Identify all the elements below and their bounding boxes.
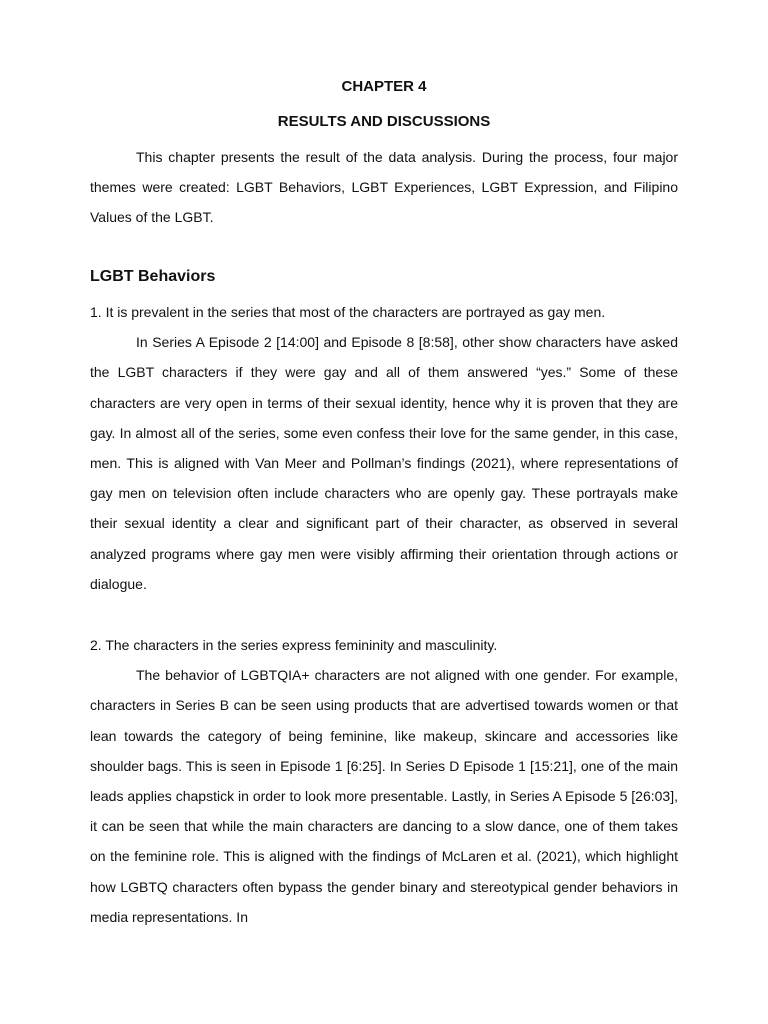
finding-2 — [90, 630, 678, 932]
finding-1-statement: 1. It is prevalent in the series that most of the characters are portrayed as gay men. — [90, 304, 606, 320]
chapter-label: CHAPTER 4 — [341, 78, 427, 95]
chapter-title: RESULTS AND DISCUSSIONS — [277, 113, 491, 130]
section-heading: LGBT Behaviors — [90, 268, 216, 285]
finding-1 — [90, 297, 678, 599]
intro-paragraph: This chapter presents the result of the data analysis. During the process, four major themes were created: LGBT Behaviors, LGBT Experiences, LGBT Expression, and Filipino Values of the LGBT. — [90, 149, 678, 226]
finding-2-statement: 2. The characters in the series express femininity and masculinity. — [90, 637, 498, 653]
intro-section — [90, 142, 678, 233]
finding-1-discussion: In Series A Episode 2 [14:00] and Episode 8 [8:58], other show characters have asked the LGBT characters if they were gay and all of them answered “yes.” Some of these characters are very open in terms of their sexual identity, hence why it is proven that they are gay. In almost all of the series, some even confess their love for the same gender, in this case, men. This is aligned with Van Meer and Pollman’s findings (2021), where representations of gay men on television often include characters who are openly gay. These portrayals make their sexual identity a clear and significant part of their character, as observed in several analyzed programs where gay men were visibly affirming their orientation through actions or dialogue. — [90, 334, 678, 592]
finding-2-discussion: The behavior of LGBTQIA+ characters are not aligned with one gender. For example, characters in Series B can be seen using products that are advertised towards women or that lean towards the category of being feminine, like makeup, skincare and accessories like shoulder bags. This is seen in Episode 1 [6:25]. In Series D Episode 1 [15:21], one of the main leads applies chapstick in order to look more presentable. Lastly, in Series A Episode 5 [26:03], it can be seen that while the main characters are dancing to a slow dance, one of them takes on the feminine role. This is aligned with the findings of McLaren et al. (2021), which highlight how LGBTQ characters often bypass the gender binary and stereotypical gender behaviors in media representations. In — [90, 667, 678, 925]
